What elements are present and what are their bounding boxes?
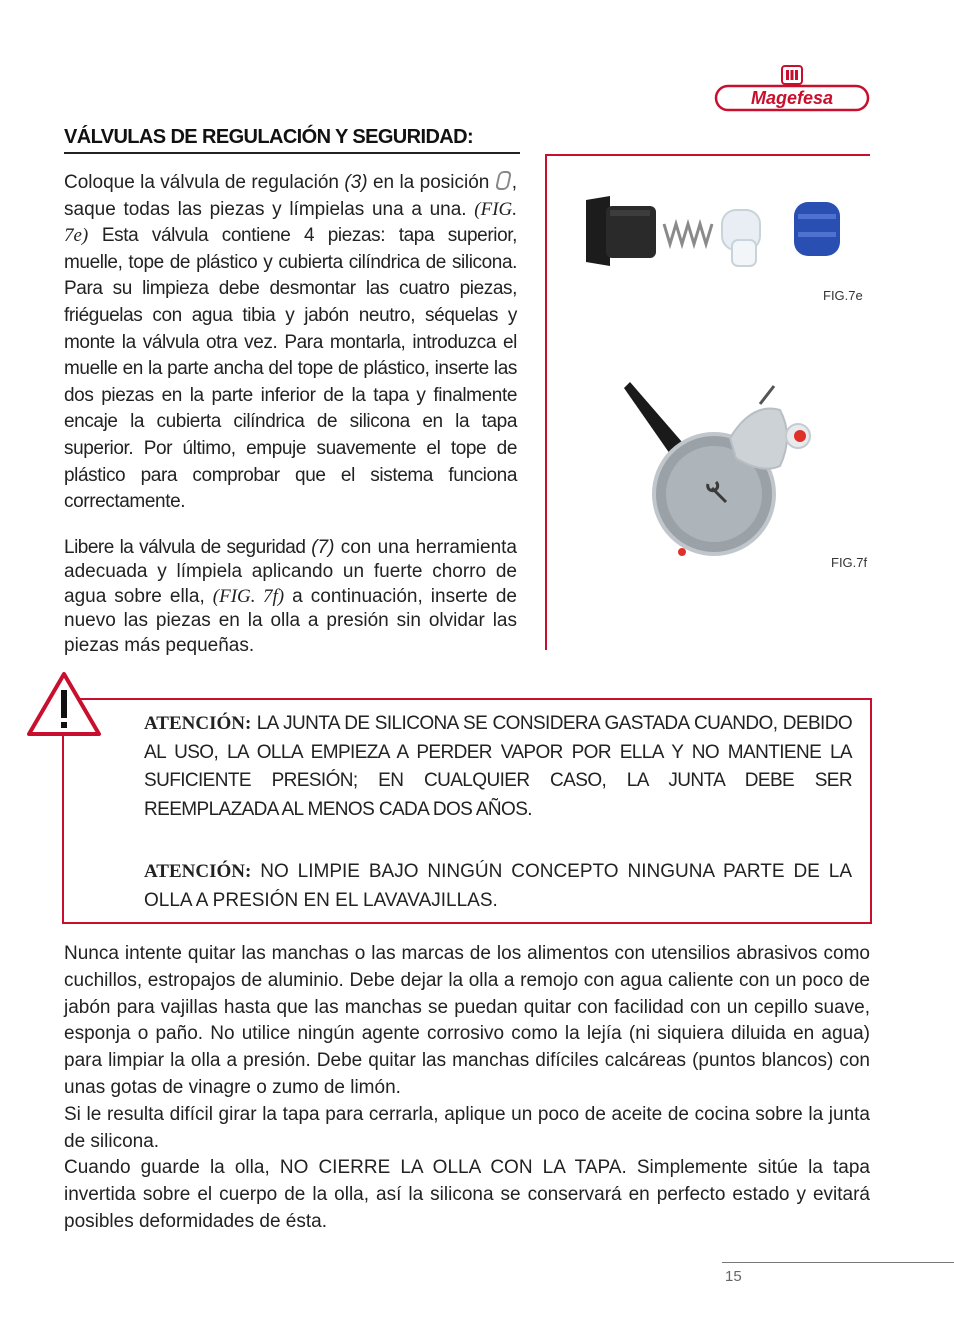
warning-gasket [144, 710, 852, 824]
paragraph-regulation-valve [64, 170, 517, 516]
p1-text-b: en la posición [367, 172, 495, 193]
p1-ref: (3) [344, 172, 368, 193]
cleaning-paragraph: Cuando guarde la olla, NO CIERRE LA OLLA CON LA TAPA. Simplemente sitúe la tapa invertida sobre el cuerpo de la olla, así la silicona se conservará en perfecto estado y evitará posibles deformidades de ésta. [64, 1157, 870, 1232]
valve-parts-illustration [580, 188, 844, 278]
magefesa-logo [714, 64, 870, 112]
figure-frame-left [545, 154, 547, 650]
heading-underline [64, 152, 520, 154]
p2-ref: (7) [311, 537, 335, 558]
warning-dishwasher [144, 858, 852, 915]
cleaning-paragraph: Si le resulta difícil girar la tapa para cerrarla, aplique un poco de aceite de cocina sobre la junta de silicona. [64, 1103, 870, 1152]
warning-text-1: LA JUNTA DE SILICONA SE CONSIDERA GASTADA CUANDO, DEBIDO AL USO, LA OLLA EMPIEZA A PERDER VAPOR POR ELLA Y NO MANTIENE LA SUFICIENTE PRESIÓN; EN CUALQUIER CASO, LA JUNTA DEBE SER REEMPLAZADA AL MENOS CADA DOS AÑOS. [144, 713, 852, 820]
p2-text-c: a continuación, inserte de nuevo las piezas en la olla a presión sin olvidar las piezas más pequeñas. [64, 585, 517, 656]
lid-handle [624, 382, 682, 454]
tool-pin [760, 386, 774, 404]
fig-7f-caption: FIG.7f [831, 555, 868, 570]
plastic-stop-part [722, 210, 760, 266]
svg-text:Magefesa: Magefesa [750, 88, 834, 108]
figure-frame-top [545, 154, 870, 156]
cleaning-paragraph: Nunca intente quitar las manchas o las marcas de los alimentos con utensilios abrasivos como cuchillos, estropajos de aluminio. Debe dejar la olla a remojo con agua caliente con un poco de jabón para vajillas hasta que las manchas se puedan quitar con facilidad con un cepillo suave, esponja o paño. No utilice ningún agente corrosivo como la lejía (ni siquiera diluida en agua) para limpiar la olla a presión. Debe quitar las manchas difíciles calcáreas (puntos blancos) con unas gotas de vinagre o zumo de limón. [64, 943, 870, 1098]
p1-text-b2: , saque todas las piezas y límpielas una a una. [64, 172, 517, 220]
warning-triangle-icon [26, 670, 102, 738]
spring-part [664, 224, 712, 244]
p2-fig-ref: (FIG. 7f) [212, 585, 285, 607]
valve-position-icon [495, 171, 512, 190]
footer-rule [722, 1262, 954, 1263]
paragraph-safety-valve [64, 536, 517, 658]
pressure-indicator [794, 430, 806, 442]
p1-fig-ref: (FIG. 7e) [64, 198, 517, 247]
section-heading: VÁLVULAS DE REGULACIÓN Y SEGURIDAD: [64, 126, 474, 148]
p1-text-c: Esta válvula contiene 4 piezas: tapa superior, muelle, tope de plástico y cubierta cilíndrica de silicona. Para su limpieza debe desmontar las cuatro piezas, friéguelas con agua tibia y jabón neutro, séquelas y monte la válvula otra vez. Para montarla, introduzca el muelle en la parte ancha del tope de plástico, inserte las dos piezas en la parte inferior de la tapa y finalmente encaje la cubierta cilíndrica de silicona en la tapa superior. Por último, empuje suavemente el tope de plástico para comprobar que el sistema funciona correctamente. [64, 225, 517, 513]
warning-text-2: NO LIMPIE BAJO NINGÚN CONCEPTO NINGUNA PARTE DE LA OLLA A PRESIÓN EN EL LAVAVAJILLAS. [144, 861, 852, 911]
warning-label-2: ATENCIÓN: [144, 861, 252, 882]
p1-text-a: Coloque la válvula de regulación [64, 172, 345, 193]
page-number: 15 [725, 1268, 742, 1285]
p2-text-b: con una herramienta adecuada y límpiela aplicando un fuerte chorro de agua sobre ella, [64, 537, 517, 607]
valve-housing [730, 409, 787, 469]
cleaning-instructions [64, 941, 870, 1236]
warning-label-1: ATENCIÓN: [144, 713, 252, 734]
fig-7e-caption: FIG.7e [823, 288, 863, 303]
pressure-cooker-lid-illustration [612, 382, 838, 560]
valve-cap-part [586, 196, 656, 266]
silicone-cover-part [794, 202, 840, 256]
p2-text-a: Libere la válvula de seguridad [64, 537, 312, 558]
